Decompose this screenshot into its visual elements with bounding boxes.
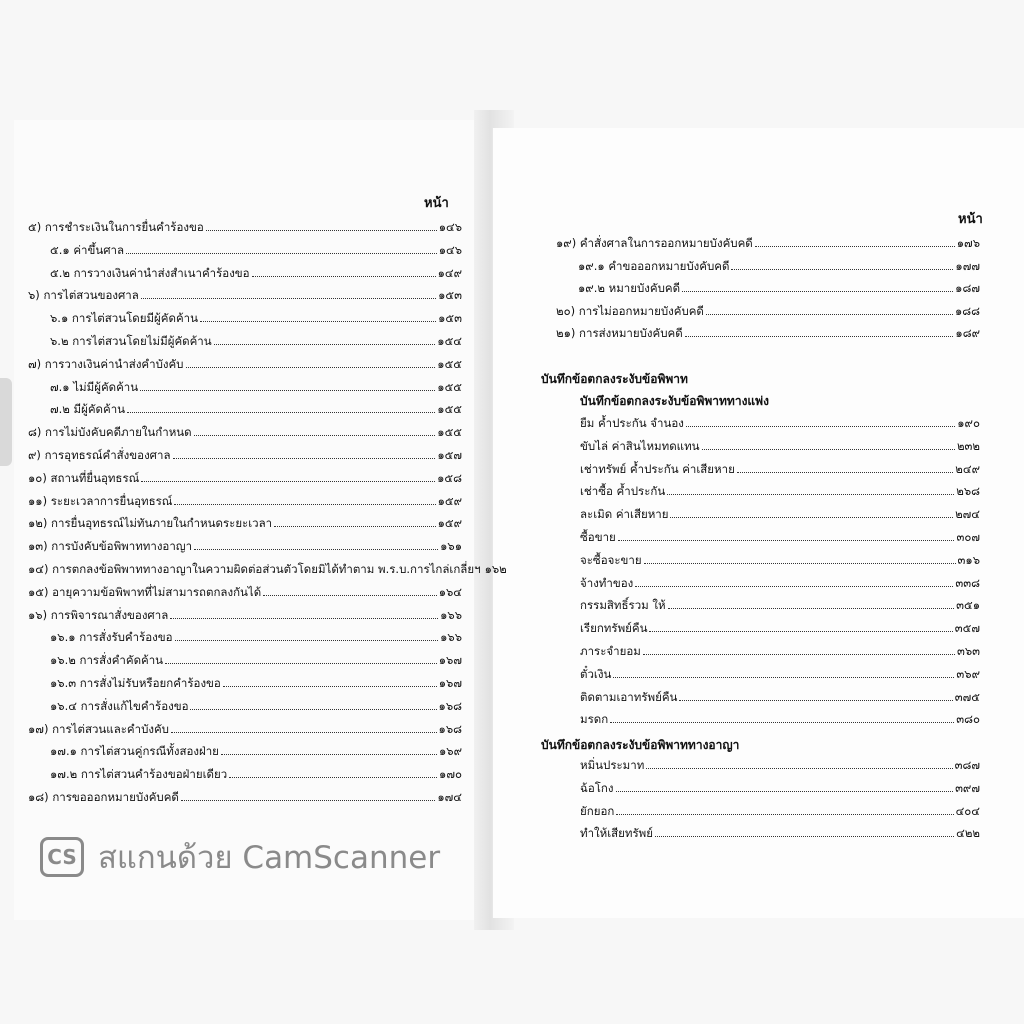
toc-entry: [50, 334, 462, 348]
toc-entry-label: ๑๗) การไต่สวนและคำบังคับ: [28, 721, 169, 736]
toc-entry-page: ๓๓๘: [955, 575, 980, 590]
toc-entry-label: ๑๙.๒ หมายบังคับคดี: [578, 281, 681, 296]
toc-entry-page: ๑๕๓: [438, 311, 462, 326]
toc-entry-page: ๓๙๗: [955, 780, 980, 795]
toc-entry: [28, 562, 507, 576]
toc-entry-label: ๑๓) การบังคับข้อพิพาททางอาญา: [28, 539, 193, 554]
toc-entry-label: ๒๑) การส่งหมายบังคับคดี: [556, 326, 683, 341]
toc-entry: [580, 598, 980, 612]
toc-entry: [50, 311, 462, 325]
toc-leader-dots: [165, 662, 437, 664]
toc-entry-page: ๓๖๙: [956, 666, 980, 681]
toc-entry-label: เช่าทรัพย์ ค้ำประกัน ค่าเสียหาย: [580, 461, 735, 476]
toc-entry: [28, 448, 462, 462]
toc-entry: [28, 471, 462, 485]
toc-entry-page: ๑๔๖: [438, 220, 462, 234]
toc-entry: [580, 826, 980, 840]
toc-leader-dots: [679, 699, 952, 701]
toc-entry-label: หมิ่นประมาท: [580, 758, 645, 772]
toc-leader-dots: [610, 721, 954, 723]
toc-entry-page: ๑๖๖: [440, 607, 462, 622]
watermark-text: สแกนด้วย CamScanner: [98, 840, 441, 876]
toc-leader-dots: [221, 753, 437, 755]
toc-leader-dots: [206, 229, 437, 231]
toc-entry: [50, 380, 462, 394]
toc-entry-page: ๓๖๓: [956, 644, 980, 658]
toc-entry: [580, 781, 980, 795]
toc-entry-page: ๒๓๒: [956, 438, 980, 453]
toc-entry-page: ๑๖๔: [438, 584, 462, 599]
toc-entry: [580, 690, 980, 704]
toc-entry-label: จ้างทำของ: [580, 575, 634, 590]
toc-entry: [580, 553, 980, 567]
toc-entry-label: ๑๖) การพิจารณาสั่งของศาล: [28, 607, 169, 622]
toc-entry: [50, 653, 462, 667]
toc-entry-label: ๗) การวางเงินค่านำส่งคำบังคับ: [28, 356, 184, 371]
toc-entry-page: ๑๖๗: [438, 653, 462, 668]
toc-entry: [578, 281, 980, 295]
toc-entry-label: ๕.๒ การวางเงินค่านำส่งสำเนาคำร้องขอ: [50, 265, 250, 280]
criminal-heading: บันทึกข้อตกลงระงับข้อพิพาททางอาญา: [541, 738, 740, 752]
toc-entry-page: ๑๖๘: [438, 721, 462, 736]
toc-leader-dots: [646, 767, 952, 769]
toc-entry-page: ๑๖๒: [484, 562, 507, 576]
toc-leader-dots: [127, 411, 435, 413]
toc-entry-page: ๑๖๙: [438, 744, 462, 759]
toc-entry-page: ๓๐๗: [956, 530, 980, 544]
toc-entry-label: ๑๖.๑ การสั่งรับคำร้องขอ: [50, 630, 173, 645]
toc-entry-page: ๔๐๔: [955, 803, 980, 818]
toc-entry-page: ๒๗๔: [955, 507, 980, 522]
toc-entry: [28, 357, 462, 371]
toc-entry: [580, 667, 980, 681]
toc-entry: [28, 539, 462, 553]
toc-entry-label: กรรมสิทธิ์รวม ให้: [580, 598, 666, 613]
toc-entry-label: ๙) การอุทธรณ์คำสั่งของศาล: [28, 448, 171, 462]
right-page-header: หน้า: [958, 212, 983, 227]
toc-entry-label: ตั๋วเงิน: [580, 666, 612, 681]
toc-leader-dots: [613, 676, 954, 678]
toc-entry: [580, 462, 980, 476]
toc-entry-label: ๑๔) การตกลงข้อพิพาททางอาญาในความผิดต่อส่วนตัวโดยมิได้ทำตาม พ.ร.บ.การไกล่เกลี่ยฯ: [28, 562, 481, 576]
toc-leader-dots: [668, 607, 955, 609]
toc-entry: [50, 402, 462, 416]
page-tab: [0, 378, 12, 466]
toc-entry-page: ๑๗๐: [439, 767, 462, 782]
toc-entry-page: ๑๖๗: [438, 676, 462, 690]
toc-entry-label: ๑๖.๔ การสั่งแก้ไขคำร้องขอ: [50, 698, 189, 713]
toc-entry-page: ๔๒๒: [956, 826, 980, 841]
toc-leader-dots: [649, 630, 952, 632]
toc-entry-label: ๘) การไม่บังคับคดีภายในกำหนด: [28, 425, 192, 440]
toc-entry: [556, 326, 980, 340]
toc-entry: [28, 790, 462, 804]
camscanner-logo-icon: CS: [40, 837, 84, 877]
toc-leader-dots: [644, 562, 956, 564]
toc-leader-dots: [186, 366, 436, 368]
toc-entry: [580, 644, 980, 658]
civil-heading: บันทึกข้อตกลงระงับข้อพิพาททางแพ่ง: [580, 394, 769, 408]
toc-entry-page: ๑๘๗: [955, 281, 980, 296]
toc-entry-label: ๑๑) ระยะเวลาการยื่นอุทธรณ์: [28, 493, 173, 508]
toc-leader-dots: [175, 639, 439, 641]
toc-entry: [50, 767, 462, 781]
toc-entry-page: ๑๗๗: [955, 258, 980, 273]
toc-entry: [50, 744, 462, 758]
toc-entry-page: ๑๘๘: [954, 303, 980, 318]
toc-entry: [50, 243, 462, 257]
toc-leader-dots: [702, 448, 955, 450]
toc-entry: [50, 266, 462, 280]
toc-entry-label: ภาระจำยอม: [580, 644, 641, 658]
toc-entry: [28, 220, 462, 234]
toc-entry: [580, 416, 980, 430]
toc-entry: [580, 507, 980, 521]
toc-leader-dots: [635, 585, 953, 587]
toc-entry: [50, 699, 462, 713]
toc-leader-dots: [141, 480, 435, 482]
toc-entry-page: ๑๗๔: [437, 790, 462, 804]
toc-entry-label: ๖.๒ การไต่สวนโดยไม่มีผู้คัดค้าน: [50, 334, 212, 348]
toc-entry-label: ฉ้อโกง: [580, 780, 614, 795]
toc-leader-dots: [618, 539, 955, 541]
toc-entry: [580, 484, 980, 498]
toc-leader-dots: [685, 335, 954, 337]
toc-leader-dots: [171, 731, 437, 733]
toc-leader-dots: [670, 516, 953, 518]
toc-entry-page: ๑๕๕: [437, 379, 462, 394]
toc-leader-dots: [686, 425, 955, 427]
toc-entry-label: ๑๙) คำสั่งศาลในการออกหมายบังคับคดี: [556, 236, 753, 250]
toc-leader-dots: [755, 245, 955, 247]
toc-entry-page: ๓๑๖: [957, 552, 980, 567]
toc-entry: [28, 494, 462, 508]
toc-entry: [580, 621, 980, 635]
toc-entry: [28, 722, 462, 736]
toc-entry-page: ๑๕๙: [437, 493, 462, 508]
toc-entry-label: มรดก: [580, 712, 609, 727]
toc-entry-page: ๑๕๕: [437, 356, 462, 371]
toc-entry-label: ๕.๑ ค่าขึ้นศาล: [50, 242, 124, 257]
toc-entry-page: ๓๕๗: [954, 621, 980, 636]
toc-leader-dots: [223, 685, 437, 687]
toc-entry: [578, 259, 980, 273]
toc-entry-label: ๑๗.๑ การไต่สวนคู่กรณีทั้งสองฝ่าย: [50, 744, 219, 759]
toc-leader-dots: [731, 268, 953, 270]
toc-entry-page: ๑๕๙: [437, 516, 462, 531]
toc-leader-dots: [181, 799, 435, 801]
toc-leader-dots: [190, 708, 436, 710]
toc-leader-dots: [140, 389, 435, 391]
toc-entry-label: ๑๘) การขอออกหมายบังคับคดี: [28, 790, 179, 804]
toc-entry-page: ๑๕๕: [437, 425, 462, 440]
toc-leader-dots: [200, 320, 436, 322]
toc-entry-label: จะซื้อจะขาย: [580, 552, 642, 567]
toc-leader-dots: [229, 776, 437, 778]
toc-entry-label: ๕) การชำระเงินในการยื่นคำร้องขอ: [28, 220, 204, 234]
toc-entry: [28, 425, 462, 439]
toc-entry-label: ขับไล่ ค่าสินไหมทดแทน: [580, 438, 700, 453]
toc-leader-dots: [214, 343, 436, 345]
toc-entry-page: ๑๔๖: [438, 242, 462, 257]
toc-entry: [556, 236, 980, 250]
toc-entry-page: ๑๔๙: [437, 265, 462, 280]
toc-entry-page: ๑๕๔: [437, 334, 462, 348]
toc-entry-label: ซื้อขาย: [580, 530, 616, 544]
toc-entry: [580, 712, 980, 726]
toc-leader-dots: [643, 653, 955, 655]
toc-entry: [28, 288, 462, 302]
toc-entry: [556, 304, 980, 318]
toc-entry-page: ๑๕๘: [437, 470, 462, 485]
toc-entry-label: ยักยอก: [580, 803, 615, 818]
toc-entry-page: ๑๕๗: [437, 448, 462, 462]
toc-entry-page: ๓๗๕: [954, 689, 980, 704]
camscanner-watermark: [40, 832, 440, 882]
toc-entry-label: เช่าซื้อ ค้ำประกัน: [580, 484, 666, 499]
toc-entry: [28, 608, 462, 622]
toc-leader-dots: [141, 297, 436, 299]
toc-entry-label: ๗.๑ ไม่มีผู้คัดค้าน: [50, 379, 139, 394]
toc-entry-label: ๑๕) อายุความข้อพิพาทที่ไม่สามารถตกลงกันได้: [28, 584, 262, 599]
toc-leader-dots: [706, 313, 953, 315]
toc-entry-label: ๑๐) สถานที่ยื่นอุทธรณ์: [28, 470, 140, 485]
toc-entry-label: ๑๗.๒ การไต่สวนคำร้องขอฝ่ายเดียว: [50, 767, 228, 782]
toc-leader-dots: [194, 434, 436, 436]
toc-leader-dots: [737, 471, 953, 473]
toc-entry-label: ๗.๒ มีผู้คัดค้าน: [50, 402, 126, 417]
toc-entry-label: ๑๒) การยื่นอุทธรณ์ไม่ทันภายในกำหนดระยะเวลา: [28, 516, 273, 531]
toc-entry: [28, 585, 462, 599]
toc-entry-label: ๑๙.๑ คำขอออกหมายบังคับคดี: [578, 258, 730, 273]
toc-entry-label: ๖.๑ การไต่สวนโดยมีผู้คัดค้าน: [50, 311, 198, 326]
toc-entry-page: ๑๖๑: [440, 539, 462, 554]
toc-leader-dots: [263, 594, 437, 596]
toc-entry-label: ๖) การไต่สวนของศาล: [28, 288, 139, 303]
toc-entry-label: ยืม ค้ำประกัน จำนอง: [580, 416, 684, 430]
toc-entry-page: ๑๖๘: [438, 698, 462, 713]
toc-entry-page: ๑๘๙: [955, 326, 980, 341]
toc-entry-page: ๑๕๕: [437, 402, 462, 417]
left-page-header: หน้า: [424, 196, 449, 211]
toc-leader-dots: [655, 835, 954, 837]
toc-leader-dots: [616, 790, 954, 792]
toc-entry: [580, 804, 980, 818]
toc-entry-label: ทำให้เสียทรัพย์: [580, 826, 653, 841]
toc-leader-dots: [173, 457, 436, 459]
toc-entry: [28, 516, 462, 530]
toc-entry-page: ๑๖๖: [440, 630, 462, 645]
toc-entry: [580, 576, 980, 590]
toc-entry: [580, 439, 980, 453]
toc-leader-dots: [274, 525, 435, 527]
toc-entry-label: ๑๖.๓ การสั่งไม่รับหรือยกคำร้องขอ: [50, 676, 221, 690]
toc-entry: [580, 758, 980, 772]
toc-entry-page: ๑๙๐: [957, 416, 980, 430]
toc-leader-dots: [252, 275, 436, 277]
toc-entry-page: ๒๖๘: [956, 484, 980, 499]
toc-leader-dots: [667, 493, 954, 495]
toc-entry: [580, 530, 980, 544]
toc-leader-dots: [194, 548, 438, 550]
toc-leader-dots: [174, 503, 435, 505]
toc-entry-page: ๒๔๙: [955, 461, 980, 476]
toc-leader-dots: [616, 813, 953, 815]
toc-entry-label: ละเมิด ค่าเสียหาย: [580, 507, 669, 522]
toc-leader-dots: [682, 290, 953, 292]
toc-leader-dots: [126, 252, 437, 254]
toc-entry-label: ๒๐) การไม่ออกหมายบังคับคดี: [556, 303, 704, 318]
toc-entry-label: ๑๖.๒ การสั่งคำคัดค้าน: [50, 653, 164, 668]
toc-entry-page: ๑๗๖: [956, 236, 980, 250]
toc-entry-page: ๓๘๗: [954, 758, 980, 772]
toc-entry: [50, 630, 462, 644]
section-title: บันทึกข้อตกลงระงับข้อพิพาท: [541, 372, 688, 386]
toc-leader-dots: [170, 617, 438, 619]
toc-entry-page: ๑๕๓: [438, 288, 462, 303]
toc-entry-label: ติดตามเอาทรัพย์คืน: [580, 689, 678, 704]
toc-entry-page: ๓๘๐: [956, 712, 980, 727]
toc-entry: [50, 676, 462, 690]
toc-entry-label: เรียกทรัพย์คืน: [580, 621, 648, 636]
toc-entry-page: ๓๕๑: [956, 598, 980, 613]
